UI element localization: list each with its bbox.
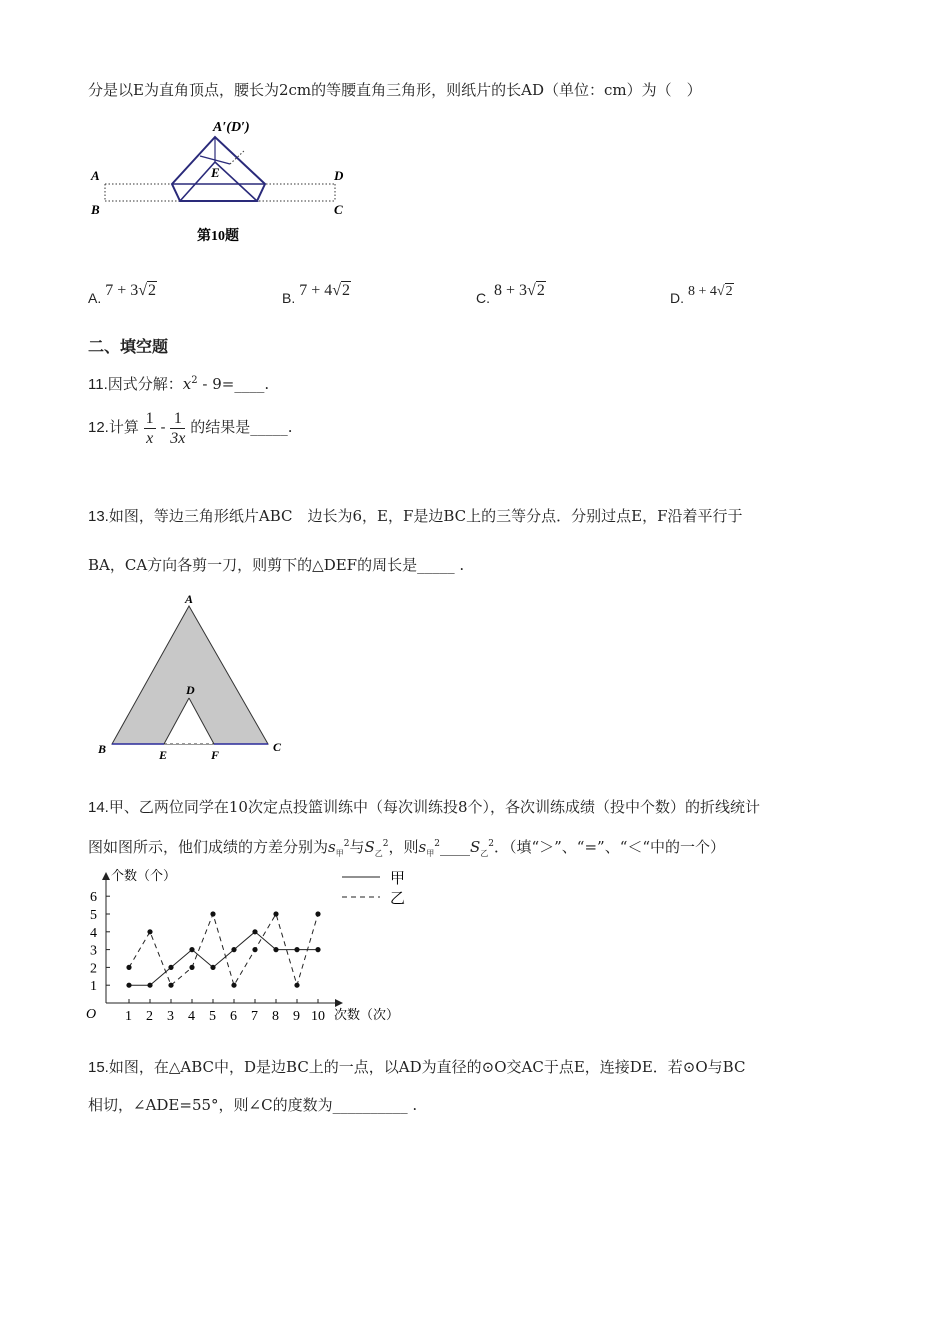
q13-line2: BA，CA方向各剪一刀，则剪下的△DEF的周长是_____ .	[88, 556, 465, 574]
series-甲-point-8	[273, 947, 278, 952]
q12: 12.计算 $\frac{1}{x}$ - $\frac{1}{3x}$ 的结果是_____.	[88, 409, 293, 447]
y-tick-label-4: 4	[90, 925, 97, 941]
q15-line1: 15.如图，在△ABC中，D是边BC上的一点，以AD为直径的⊙O交AC于点E，连接DE．若⊙O与BC	[88, 1058, 746, 1076]
x-tick-label-2: 2	[146, 1009, 153, 1024]
series-甲-point-2	[147, 983, 152, 988]
series-乙-point-3	[168, 983, 173, 988]
option-d[interactable]: D. 8 + 4√2	[670, 284, 733, 306]
q14-line1: 14.甲、乙两位同学在10次定点投篮训练中（每次训练投8个），各次训练成绩（投中个数）的折线统计	[88, 798, 760, 816]
figure-caption: 第10题	[197, 229, 239, 244]
x-tick-label-5: 5	[209, 1009, 216, 1024]
q15-line2: 相切，∠ADE=55°，则∠C的度数为__________ .	[88, 1096, 418, 1114]
q11: 11.因式分解：$x^2$ - 9=____.	[88, 375, 270, 393]
label-A: A	[91, 168, 100, 183]
series-乙-point-9	[294, 983, 299, 988]
series-乙-point-8	[273, 911, 278, 916]
label-B: B	[91, 202, 100, 217]
option-a[interactable]: A. 7 + 3√2	[88, 282, 157, 306]
series-甲-point-10	[315, 947, 320, 952]
series-乙-point-1	[126, 965, 131, 970]
fraction-1: $\frac{1}{x}$	[145, 409, 154, 447]
option-b[interactable]: B. 7 + 4√2	[282, 282, 351, 306]
q14-line-chart	[82, 866, 422, 1028]
series-甲-point-4	[189, 947, 194, 952]
x-tick-label-8: 8	[272, 1009, 279, 1024]
series-甲-point-9	[294, 947, 299, 952]
label-F: F	[211, 748, 220, 762]
legend-jia-label: 甲	[390, 871, 406, 887]
label-A: A	[185, 592, 194, 606]
series-甲-point-6	[231, 947, 236, 952]
fraction-2: $\frac{1}{3x}$	[170, 409, 186, 447]
section-heading: 二、填空题	[88, 337, 169, 356]
series-乙-point-6	[231, 983, 236, 988]
label-D: D	[334, 168, 344, 183]
y-tick-label-3: 3	[90, 943, 97, 959]
label-C: C	[273, 740, 282, 754]
x-axis-label: 次数（次）	[334, 1007, 400, 1022]
y-tick-label-1: 1	[90, 979, 97, 995]
option-a-label: A.	[88, 290, 102, 306]
legend-yi-label: 乙	[390, 891, 406, 907]
series-乙-point-5	[210, 911, 215, 916]
q14-blank[interactable]: ____	[439, 838, 470, 856]
label-top: A′(D′)	[213, 120, 250, 135]
series-乙-point-10	[315, 911, 320, 916]
x-tick-label-3: 3	[167, 1009, 174, 1024]
x-tick-label-10: 10	[311, 1009, 325, 1024]
q11-blank[interactable]: ____	[234, 375, 265, 393]
q15-blank[interactable]: __________	[332, 1096, 408, 1114]
series-甲-point-3	[168, 965, 173, 970]
y-tick-label-2: 2	[90, 961, 97, 977]
option-b-label: B.	[282, 290, 296, 306]
q13-figure	[92, 588, 292, 768]
series-甲-point-5	[210, 965, 215, 970]
y-axis-arrow	[102, 872, 110, 880]
series-乙-point-7	[252, 947, 257, 952]
option-c-label: C.	[476, 290, 490, 306]
q13-line1: 13.如图，等边三角形纸片ABC 边长为6，E，F是边BC上的三等分点．分别过点E，F沿着平行于	[88, 507, 743, 525]
x-axis-arrow	[335, 999, 343, 1007]
x-tick-label-6: 6	[230, 1009, 237, 1024]
x-tick-label-9: 9	[293, 1009, 300, 1024]
label-E: E	[211, 165, 220, 180]
q14-line2: 图如图所示，他们成绩的方差分别为$s_甲^2$与$S_乙^2$，则$s_甲^2\_\_\_\_S_乙^2$．（填“＞”、“=”、“＜“中的一个）	[88, 838, 726, 858]
y-axis-label: 个数（个）	[111, 868, 177, 883]
x-tick-label-4: 4	[188, 1009, 195, 1024]
label-B: B	[98, 742, 107, 756]
origin-label: O	[86, 1007, 97, 1022]
series-乙-point-2	[147, 929, 152, 934]
y-tick-label-5: 5	[90, 908, 97, 923]
x-tick-label-7: 7	[251, 1009, 258, 1024]
q10-intro: 分是以E为直角顶点，腰长为2cm的等腰直角三角形，则纸片的长AD（单位：cm）为（ ）	[88, 81, 702, 99]
series-甲-point-1	[126, 983, 131, 988]
series-甲-point-7	[252, 929, 257, 934]
label-C: C	[334, 202, 343, 217]
series-甲-line	[129, 932, 318, 985]
y-tick-label-6: 6	[90, 890, 97, 906]
chart-axes	[86, 868, 405, 1022]
q12-blank[interactable]: _____	[250, 418, 288, 436]
option-d-label: D.	[670, 290, 684, 306]
q10-figure	[85, 112, 360, 252]
series-乙-point-4	[189, 965, 194, 970]
option-c[interactable]: C. 8 + 3√2	[476, 282, 545, 306]
label-E: E	[159, 748, 168, 762]
x-tick-label-1: 1	[125, 1009, 132, 1024]
label-D: D	[186, 683, 195, 697]
